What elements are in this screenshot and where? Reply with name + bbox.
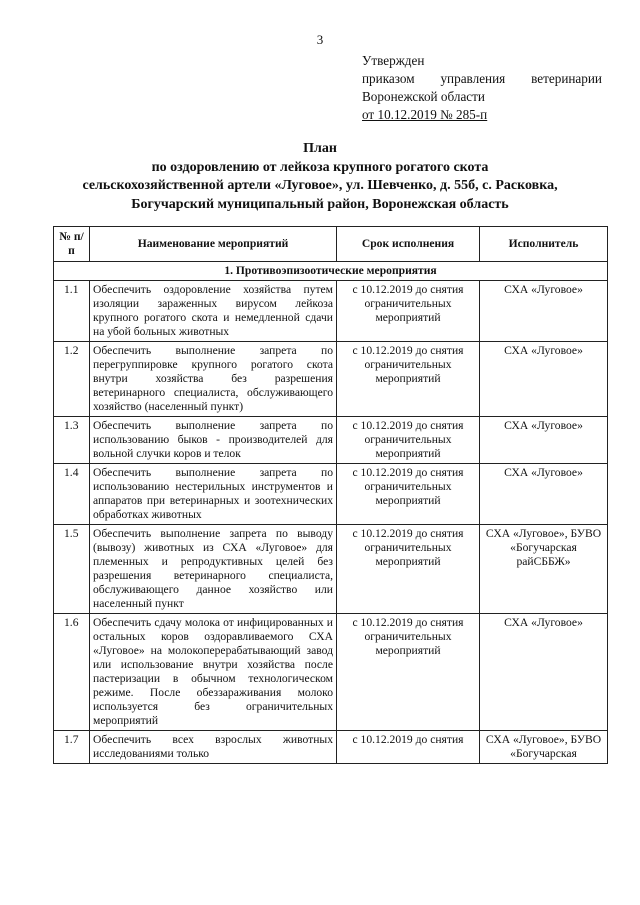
approval-stamp [362,52,602,124]
row-term: с 10.12.2019 до снятия ограничительных мероприятий [337,525,480,614]
row-action: Обеспечить оздоровление хозяйства путем изоляции зараженных вирусом лейкоза крупного рогатого скота и немедленной сдачи на убой больных животных [90,281,337,342]
row-num: 1.1 [54,281,90,342]
row-num: 1.4 [54,464,90,525]
row-executor: СХА «Луговое» [480,281,608,342]
approval-line-4: от 10.12.2019 № 285-п [362,107,488,122]
header-num: № п/п [54,227,90,262]
table-row [54,525,608,614]
row-executor: СХА «Луговое» [480,417,608,464]
table-row [54,281,608,342]
row-executor: СХА «Луговое» [480,614,608,731]
table-row [54,417,608,464]
row-term: с 10.12.2019 до снятия [337,731,480,764]
page-number: 3 [316,32,324,47]
title-line-1: План [303,141,337,156]
table-row [54,731,608,764]
title-line-2: по оздоровлению от лейкоза крупного рогатого скота [151,159,489,175]
row-action: Обеспечить выполнение запрета по использованию быков - производителей для вольной случки коров и телок [90,417,337,464]
row-term: с 10.12.2019 до снятия ограничительных мероприятий [337,342,480,417]
row-action: Обеспечить всех взрослых животных исследованиями только [90,731,337,764]
table-row [54,342,608,417]
row-term: с 10.12.2019 до снятия ограничительных мероприятий [337,464,480,525]
row-num: 1.7 [54,731,90,764]
row-num: 1.6 [54,614,90,731]
header-term: Срок исполнения [337,227,480,262]
approval-line-2: приказом управления ветеринарии [362,71,602,86]
title-line-4: Богучарский муниципальный район, Воронежская область [131,196,509,212]
row-executor: СХА «Луговое», БУВО «Богучарская райСББЖ» [480,525,608,614]
row-action: Обеспечить выполнение запрета по выводу (вывозу) животных из СХА «Луговое» для племенных и репродуктивных целей без разрешения ветеринарного специалиста, обслуживающего данное хозяйство или населенный пункт [90,525,337,614]
row-executor: СХА «Луговое» [480,342,608,417]
row-action: Обеспечить выполнение запрета по использованию нестерильных инструментов и аппаратов при ветеринарных и зоотехнических обработках животных [90,464,337,525]
row-action: Обеспечить сдачу молока от инфицированных и остальных коров оздоравливаемого СХА «Луговое» на молокоперерабатывающий завод или использование внутри хозяйства после пастеризации в обычном технологическом режиме. После обеззараживания молоко используется без ограничительных мероприятий [90,614,337,731]
row-num: 1.2 [54,342,90,417]
row-num: 1.3 [54,417,90,464]
table-row [54,614,608,731]
approval-line-3: Воронежской области [362,89,485,104]
row-term: с 10.12.2019 до снятия ограничительных мероприятий [337,281,480,342]
table-row [54,464,608,525]
section-title: 1. Противоэпизоотические мероприятия [54,262,608,281]
table-header-row [54,227,608,262]
row-executor: СХА «Луговое», БУВО «Богучарская [480,731,608,764]
document-title [50,140,590,214]
approval-line-1: Утвержден [362,53,425,68]
row-term: с 10.12.2019 до снятия ограничительных мероприятий [337,614,480,731]
title-line-3: сельскохозяйственной артели «Луговое», ул. Шевченко, д. 55б, с. Расковка, [82,178,558,193]
row-term: с 10.12.2019 до снятия ограничительных мероприятий [337,417,480,464]
plan-table [53,226,608,764]
header-name: Наименование мероприятий [90,227,337,262]
row-executor: СХА «Луговое» [480,464,608,525]
row-action: Обеспечить выполнение запрета по перегруппировке крупного рогатого скота внутри хозяйства без разрешения ветеринарного специалиста, обслуживающего хозяйство (населенный пункт) [90,342,337,417]
header-executor: Исполнитель [480,227,608,262]
section-row [54,262,608,281]
row-num: 1.5 [54,525,90,614]
